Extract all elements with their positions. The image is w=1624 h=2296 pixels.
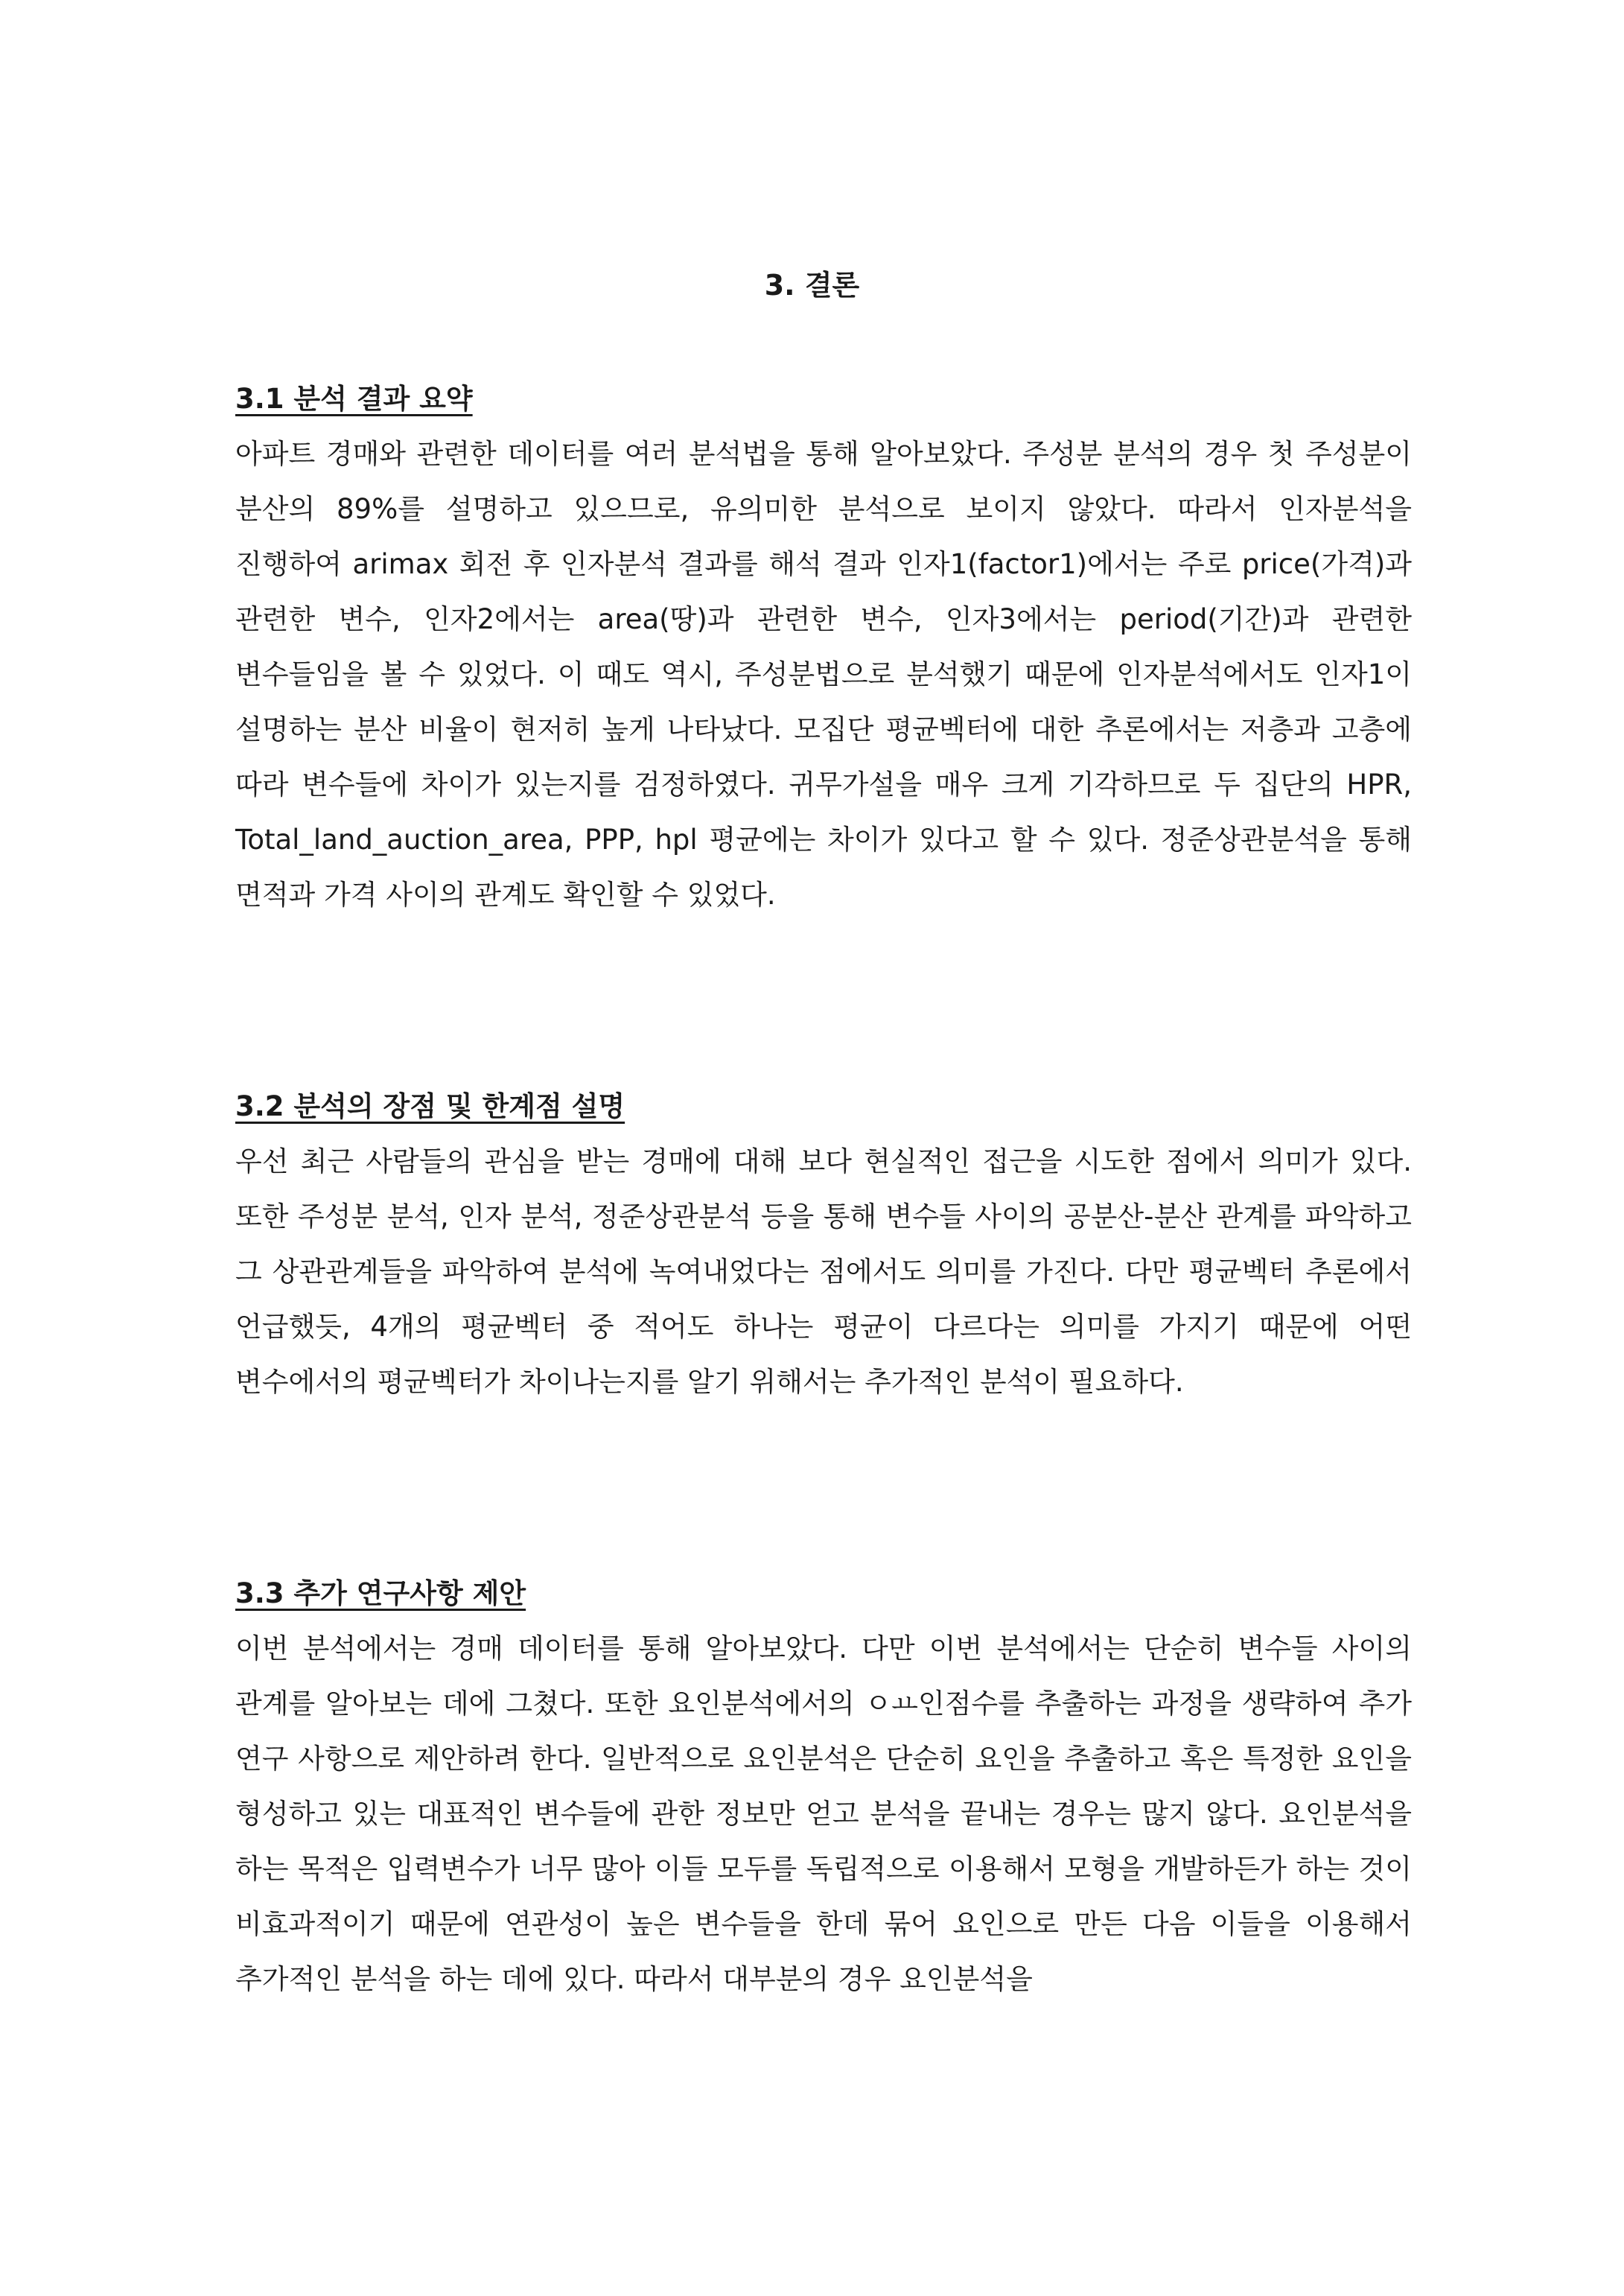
chapter-title: 3. 결론 [764, 269, 860, 302]
section-further-research [235, 1571, 1412, 2007]
section-heading: 3.1 분석 결과 요약 [235, 383, 473, 415]
section-heading: 3.3 추가 연구사항 제안 [235, 1577, 526, 1609]
section-body: 아파트 경매와 관련한 데이터를 여러 분석법을 통해 알아보았다. 주성분 분석의 경우 첫 주성분이 분산의 89%를 설명하고 있으므로, 유의미한 분석으로 보이지 않았다. 따라서 인자분석을 진행하여 arimax 회전 후 인자분석 결과를 해석 결과 인자1(factor1)에서는 주로 price(가격)과 관련한 변수, 인자2에서는 area(땅)과 관련한 변수, 인자3에서는 period(기간)과 관련한 변수들임을 볼 수 있었다. 이 때도 역시, 주성분법으로 분석했기 때문에 인자분석에서도 인자1이 설명하는 분산 비율이 현저히 높게 나타났다. 모집단 평균벡터에 대한 추론에서는 저층과 고층에 따라 변수들에 차이가 있는지를 검정하였다. 귀무가설을 매우 크게 기각하므로 두 집단의 HPR, Total_land_auction_area, PPP, hpl 평균에는 차이가 있다고 할 수 있다. 정준상관분석을 통해 면적과 가격 사이의 관계도 확인할 수 있었다. [235, 438, 1412, 911]
section-heading: 3.2 분석의 장점 및 한계점 설명 [235, 1090, 625, 1122]
section-body: 이번 분석에서는 경매 데이터를 통해 알아보았다. 다만 이번 분석에서는 단순히 변수들 사이의 관계를 알아보는 데에 그쳤다. 또한 요인분석에서의 ㅇㅛ인점수를 추출하는 과정을 생략하여 추가 연구 사항으로 제안하려 한다. 일반적으로 요인분석은 단순히 요인을 추출하고 혹은 특정한 요인을 형성하고 있는 대표적인 변수들에 관한 정보만 얻고 분석을 끝내는 경우는 많지 않다. 요인분석을 하는 목적은 입력변수가 너무 많아 이들 모두를 독립적으로 이용해서 모형을 개발하든가 하는 것이 비효과적이기 때문에 연관성이 높은 변수들을 한데 묶어 요인으로 만든 다음 이들을 이용해서 추가적인 분석을 하는 데에 있다. 따라서 대부분의 경우 요인분석을 [235, 1632, 1412, 1995]
section-strengths-limitations [235, 1084, 1412, 1410]
section-analysis-summary [235, 376, 1412, 923]
section-body: 우선 최근 사람들의 관심을 받는 경매에 대해 보다 현실적인 접근을 시도한 점에서 의미가 있다. 또한 주성분 분석, 인자 분석, 정준상관분석 등을 통해 변수들 사이의 공분산-분산 관계를 파악하고 그 상관관계들을 파악하여 분석에 녹여내었다는 점에서도 의미를 가진다. 다만 평균벡터 추론에서 언급했듯, 4개의 평균벡터 중 적어도 하나는 평균이 다르다는 의미를 가지기 때문에 어떤 변수에서의 평균벡터가 차이나는지를 알기 위해서는 추가적인 분석이 필요하다. [235, 1145, 1412, 1398]
